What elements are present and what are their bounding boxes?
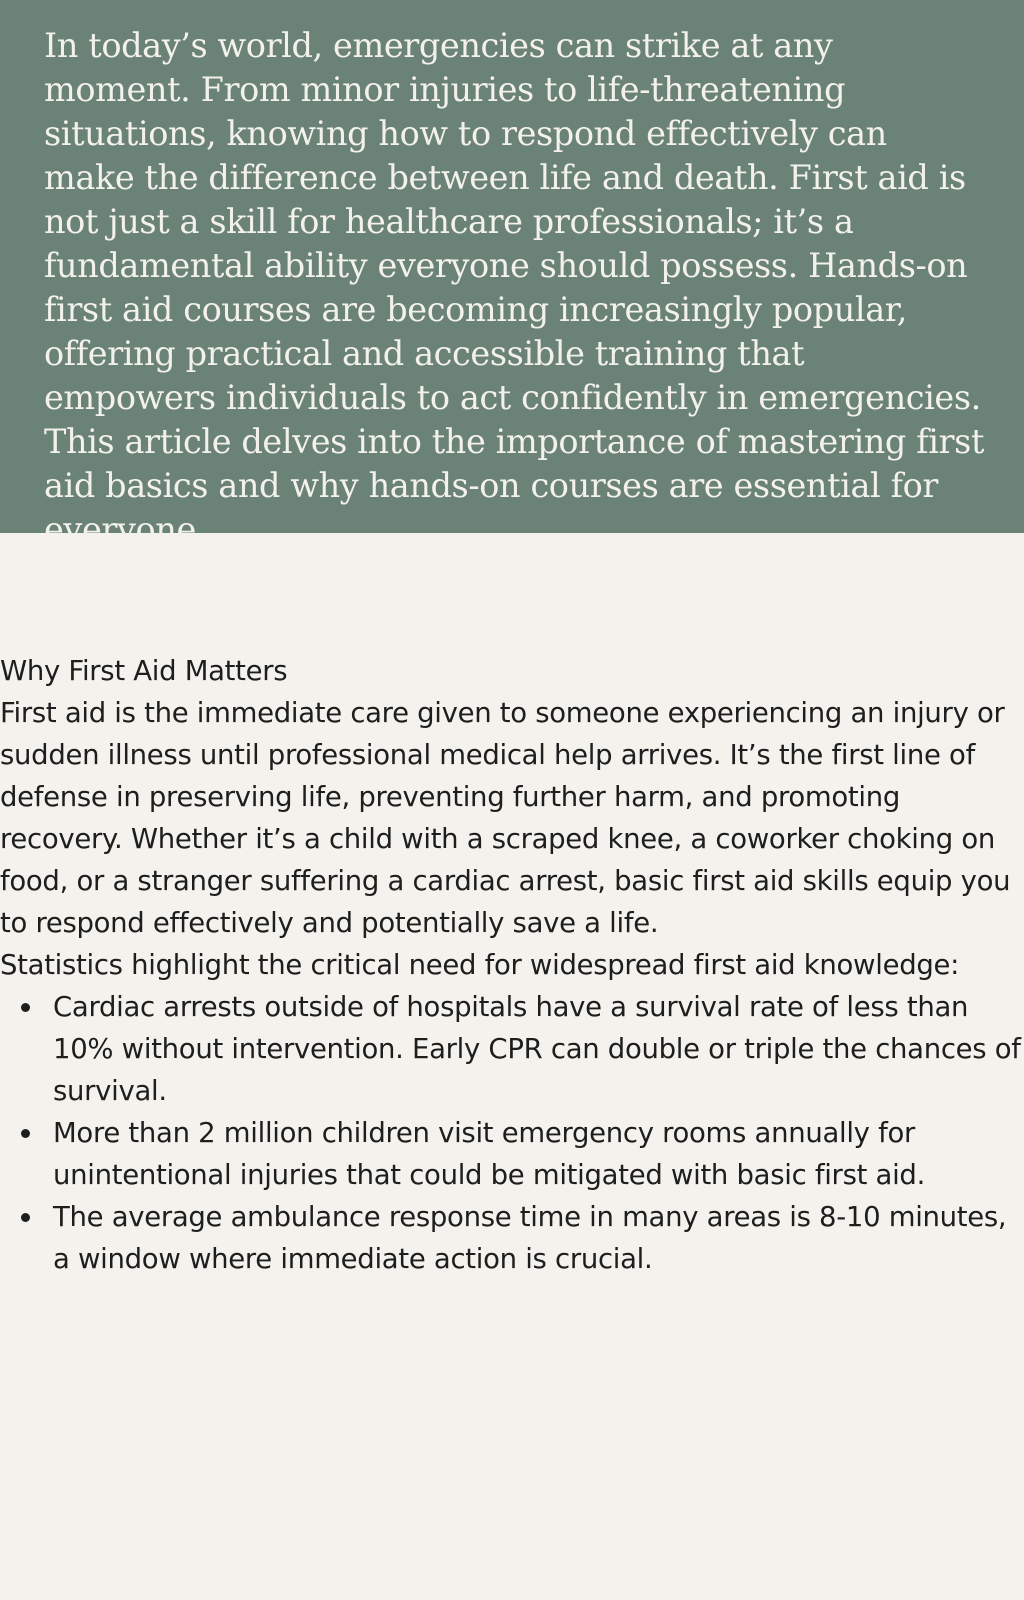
list-item: The average ambulance response time in many areas is 8-10 minutes, a window where immediate action is crucial. xyxy=(53,1196,1024,1280)
why-first-aid-section xyxy=(0,650,1024,1280)
statistics-list xyxy=(0,986,1024,1280)
intro-paragraph: In today’s world, emergencies can strike at any moment. From minor injuries to life-threatening situations, knowing how to respond effectively can make the difference between life and death. First aid is not just a skill for healthcare professionals; it’s a fundamental ability everyone should possess. Hands-on first aid courses are becoming increasingly popular, offering practical and accessible training that empowers individuals to act confidently in emergencies. This article delves into the importance of mastering first aid basics and why hands-on courses are essential for everyone. xyxy=(44,26,985,549)
section-heading: Why First Aid Matters xyxy=(0,655,288,687)
intro-banner xyxy=(0,0,1024,549)
section-paragraph-statistics-intro: Statistics highlight the critical need for widespread first aid knowledge: xyxy=(0,949,960,981)
list-item: Cardiac arrests outside of hospitals have a survival rate of less than 10% without intervention. Early CPR can double or triple the chances of survival. xyxy=(53,986,1024,1112)
section-paragraph-definition: First aid is the immediate care given to someone experiencing an injury or sudden illness until professional medical help arrives. It’s the first line of defense in preserving life, preventing further harm, and promoting recovery. Whether it’s a child with a scraped knee, a coworker choking on food, or a stranger suffering a cardiac arrest, basic first aid skills equip you to respond effectively and potentially save a life. xyxy=(0,697,1011,939)
list-item: More than 2 million children visit emergency rooms annually for unintentional injuries that could be mitigated with basic first aid. xyxy=(53,1112,1024,1196)
